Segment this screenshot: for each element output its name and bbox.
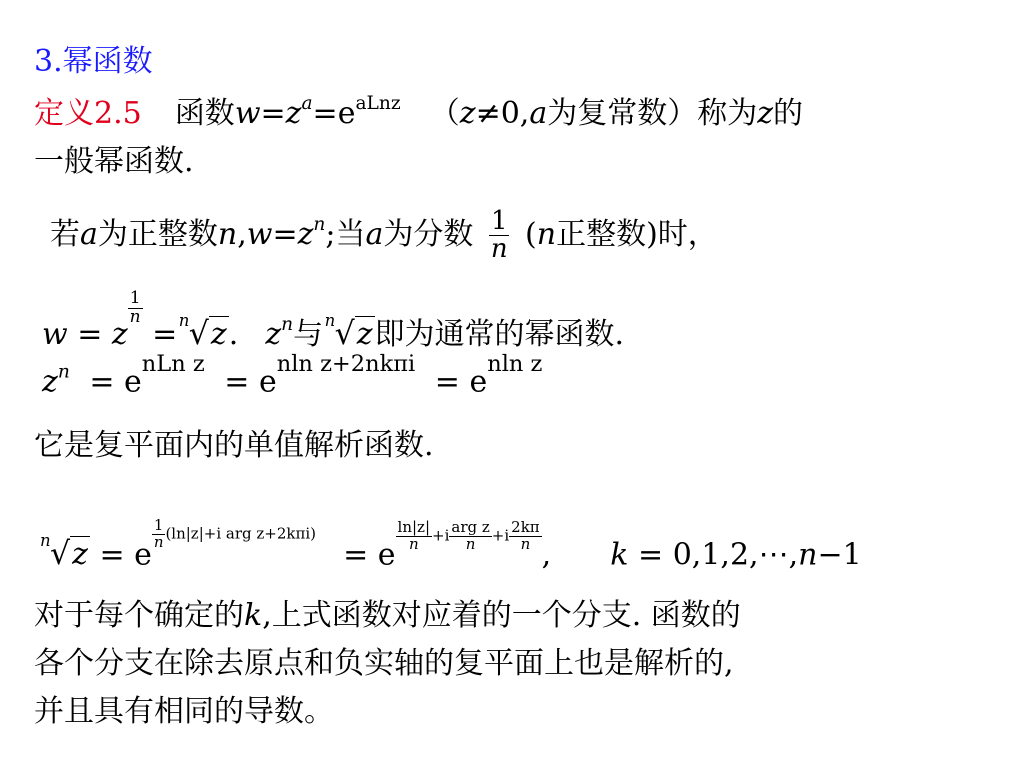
euler-e: e [337, 96, 356, 131]
equation-zn [42, 351, 543, 400]
fraction-numerator: 1 [153, 516, 164, 534]
fraction-denominator: n [520, 534, 531, 553]
exponent-a: a [301, 93, 313, 115]
fraction-numerator: 1 [129, 288, 141, 308]
euler-e: e [134, 537, 152, 573]
equals: = [224, 364, 250, 400]
section-title [34, 36, 153, 80]
paragraph-line-2 [34, 638, 734, 682]
var-z: z [285, 96, 302, 131]
definition-text: 函数 [174, 96, 235, 131]
euler-e: e [469, 364, 488, 400]
plus-i: +i [491, 526, 510, 545]
cond-z: z [459, 96, 476, 131]
radical-body: z [356, 316, 373, 352]
exponent-n: n [313, 213, 326, 235]
k-end: −1 [817, 537, 862, 573]
exponent-n: n [281, 313, 294, 335]
var-k: k [610, 537, 629, 573]
cond-rest: 为复常数）称为 [547, 96, 758, 131]
equals: = [343, 537, 369, 573]
var-z: z [111, 316, 128, 352]
fraction [449, 520, 491, 553]
var-a: a [365, 216, 384, 252]
equals: = [638, 537, 664, 573]
k-range: 0,1,2,⋯, [672, 537, 799, 573]
case-text: 正整数)时， [556, 216, 718, 252]
fraction-numerator: ln|z| [397, 518, 431, 536]
condition-open: （ [429, 96, 460, 131]
exponent: nln z+2nkπi [276, 351, 416, 377]
radical-sign: √ [50, 536, 71, 573]
exponent-fraction [152, 518, 166, 551]
definition-line-2 [34, 136, 194, 180]
paragraph-line-3 [34, 686, 334, 730]
section-title-text: 3.幂函数 [34, 44, 153, 79]
definition-line-2-text: 一般幂函数. [34, 144, 194, 179]
var-n: n [217, 216, 238, 252]
paragraph-text: 对于每个确定的 [34, 598, 244, 633]
equals: = [272, 216, 298, 252]
paragraph-text: 并且具有相同的导数。 [34, 694, 334, 729]
var-n: n [798, 537, 818, 573]
equation-root [40, 516, 862, 573]
period: . [228, 316, 239, 352]
equals: = [152, 316, 178, 352]
case-text: ;当 [325, 216, 366, 252]
exponent-group [152, 518, 316, 551]
definition-label: 定义2.5 [34, 96, 142, 131]
equals: = [260, 96, 286, 131]
exponent: nLn z [141, 351, 205, 377]
exponent-aLnz: aLnz [355, 93, 401, 115]
fraction-numerator: 2kπ [511, 518, 540, 536]
radical [40, 531, 90, 573]
exponent: nln z [487, 351, 543, 377]
equals: = [89, 364, 115, 400]
fraction-numerator: 1 [490, 206, 508, 236]
equals: = [434, 364, 460, 400]
radical [324, 310, 375, 352]
cond-z2: z [757, 96, 774, 131]
case-text: ( [525, 216, 537, 252]
cond-a: a [529, 96, 548, 131]
var-z: z [297, 216, 314, 252]
paragraph-text: 各个分支在除去原点和负实轴的复平面上也是解析的, [34, 646, 734, 681]
fraction-denominator: n [490, 234, 508, 265]
radical-index: n [324, 310, 336, 330]
var-w: w [234, 96, 261, 131]
case-text: 即为通常的幂函数. [374, 316, 625, 352]
euler-e: e [258, 364, 277, 400]
fraction [396, 520, 432, 553]
radical-body: z [210, 316, 227, 352]
var-z: z [42, 364, 58, 400]
case-text: 为正整数 [97, 216, 218, 252]
definition-line-1 [34, 88, 803, 132]
equals: = [77, 316, 103, 352]
fraction-1-over-n [489, 208, 510, 264]
radical-index: n [40, 531, 51, 551]
var-w: w [42, 316, 68, 352]
plus-i: +i [432, 526, 450, 545]
case-text: 若 [50, 216, 80, 252]
fraction-denominator: n [465, 534, 476, 553]
statement [34, 420, 434, 464]
exponent-rest: (ln|z|+i arg z+2kπi) [165, 524, 316, 543]
radical [178, 310, 229, 352]
fraction-denominator: n [129, 306, 141, 327]
exponent-n: n [57, 361, 70, 383]
exponent-fraction [128, 290, 143, 327]
euler-e: e [377, 537, 396, 573]
euler-e: e [124, 364, 142, 400]
equals: = [312, 96, 338, 131]
var-n: n [536, 216, 557, 252]
fraction-denominator: n [408, 534, 419, 553]
var-a: a [80, 216, 98, 252]
cond-end: 的 [773, 96, 804, 131]
case-text: 为分数 [383, 216, 474, 252]
paragraph-text: ,上式函数对应着的一个分支. 函数的 [262, 598, 741, 633]
var-k: k [244, 598, 263, 633]
fraction [509, 520, 542, 553]
radical-index: n [178, 310, 190, 330]
case-text: , [237, 216, 247, 252]
statement-text: 它是复平面内的单值解析函数. [34, 428, 434, 463]
radical-sign: √ [334, 315, 355, 352]
paragraph-line-1 [34, 590, 741, 634]
fraction-numerator: arg z [451, 518, 490, 536]
cond-ne: ≠0, [475, 96, 530, 131]
exponent-group [396, 520, 542, 553]
case-line-1 [50, 208, 718, 264]
var-z: z [265, 316, 282, 352]
radical-sign: √ [188, 315, 209, 352]
case-text: 与 [293, 316, 324, 352]
equals: = [99, 537, 125, 573]
radical-body: z [72, 537, 88, 573]
fraction-denominator: n [153, 532, 164, 551]
comma: , [541, 537, 552, 573]
case-line-2 [42, 290, 624, 350]
var-w: w [246, 216, 273, 252]
